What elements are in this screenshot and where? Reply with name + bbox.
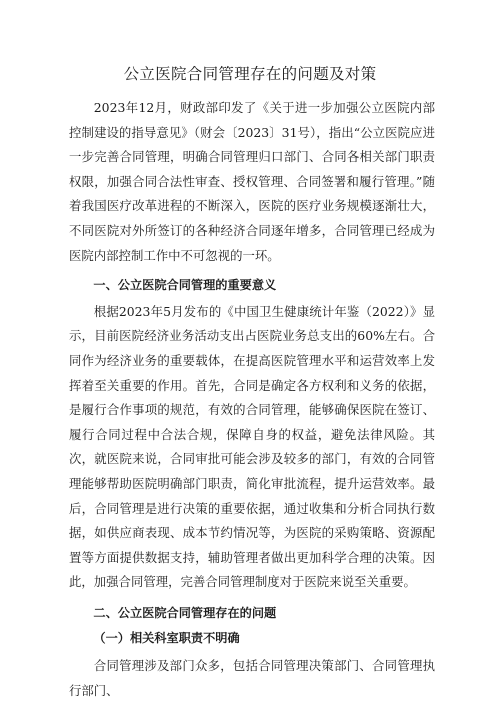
intro-paragraph: 2023年12月，财政部印发了《关于进一步加强公立医院内部控制建设的指导意见》（财会〔2023〕31号），指出“公立医院应进一步完善合同管理，明确合同管理归口部门、合同各相关部门职责权限，加强合同合法性审查、授权管理、合同签署和履行管理。”随着我国医疗改革进程的不断深入，医院的医疗业务规模逐渐壮大，不同医院对外所签订的各种经济合同逐年增多，合同管理已经成为医院内部控制工作中不可忽视的一环。: [69, 100, 435, 263]
significance-paragraph: 根据2023年5月发布的《中国卫生健康统计年鉴（2022）》显示，目前医院经济业务活动支出占医院业务总支出的60%左右。合同作为经济业务的重要载体，在提高医院管理水平和运营效率上发挥着至关重要的作用。首先，合同是确定各方权利和义务的依据，是履行合作事项的规范，有效的合同管理，能够确保医院在签订、履行合同过程中合法合规，保障自身的权益，避免法律风险。其次，就医院来说，合同审批可能会涉及较多的部门，有效的合同管理能够帮助医院明确部门职责，简化审批流程，提升运营效率。最后，合同管理是进行决策的重要依据，通过收集和分析合同执行数据，如供应商表现、成本节约情况等，为医院的采购策略、资源配置等方面提供数据支持，辅助管理者做出更加科学合理的决策。因此，加强合同管理，完善合同管理制度对于医院来说至关重要。: [69, 303, 435, 590]
responsibilities-paragraph: 合同管理涉及部门众多，包括合同管理决策部门、合同管理执行部门、: [69, 658, 435, 698]
document-body: [69, 96, 435, 703]
section-heading-problems: 二、公立医院合同管理存在的问题: [93, 605, 277, 620]
document-title: 公立医院合同管理存在的问题及对策: [123, 65, 377, 83]
subsection-heading-responsibilities: （一）相关科室职责不明确: [93, 631, 240, 646]
section-heading-significance: 一、公立医院合同管理的重要意义: [93, 278, 277, 293]
